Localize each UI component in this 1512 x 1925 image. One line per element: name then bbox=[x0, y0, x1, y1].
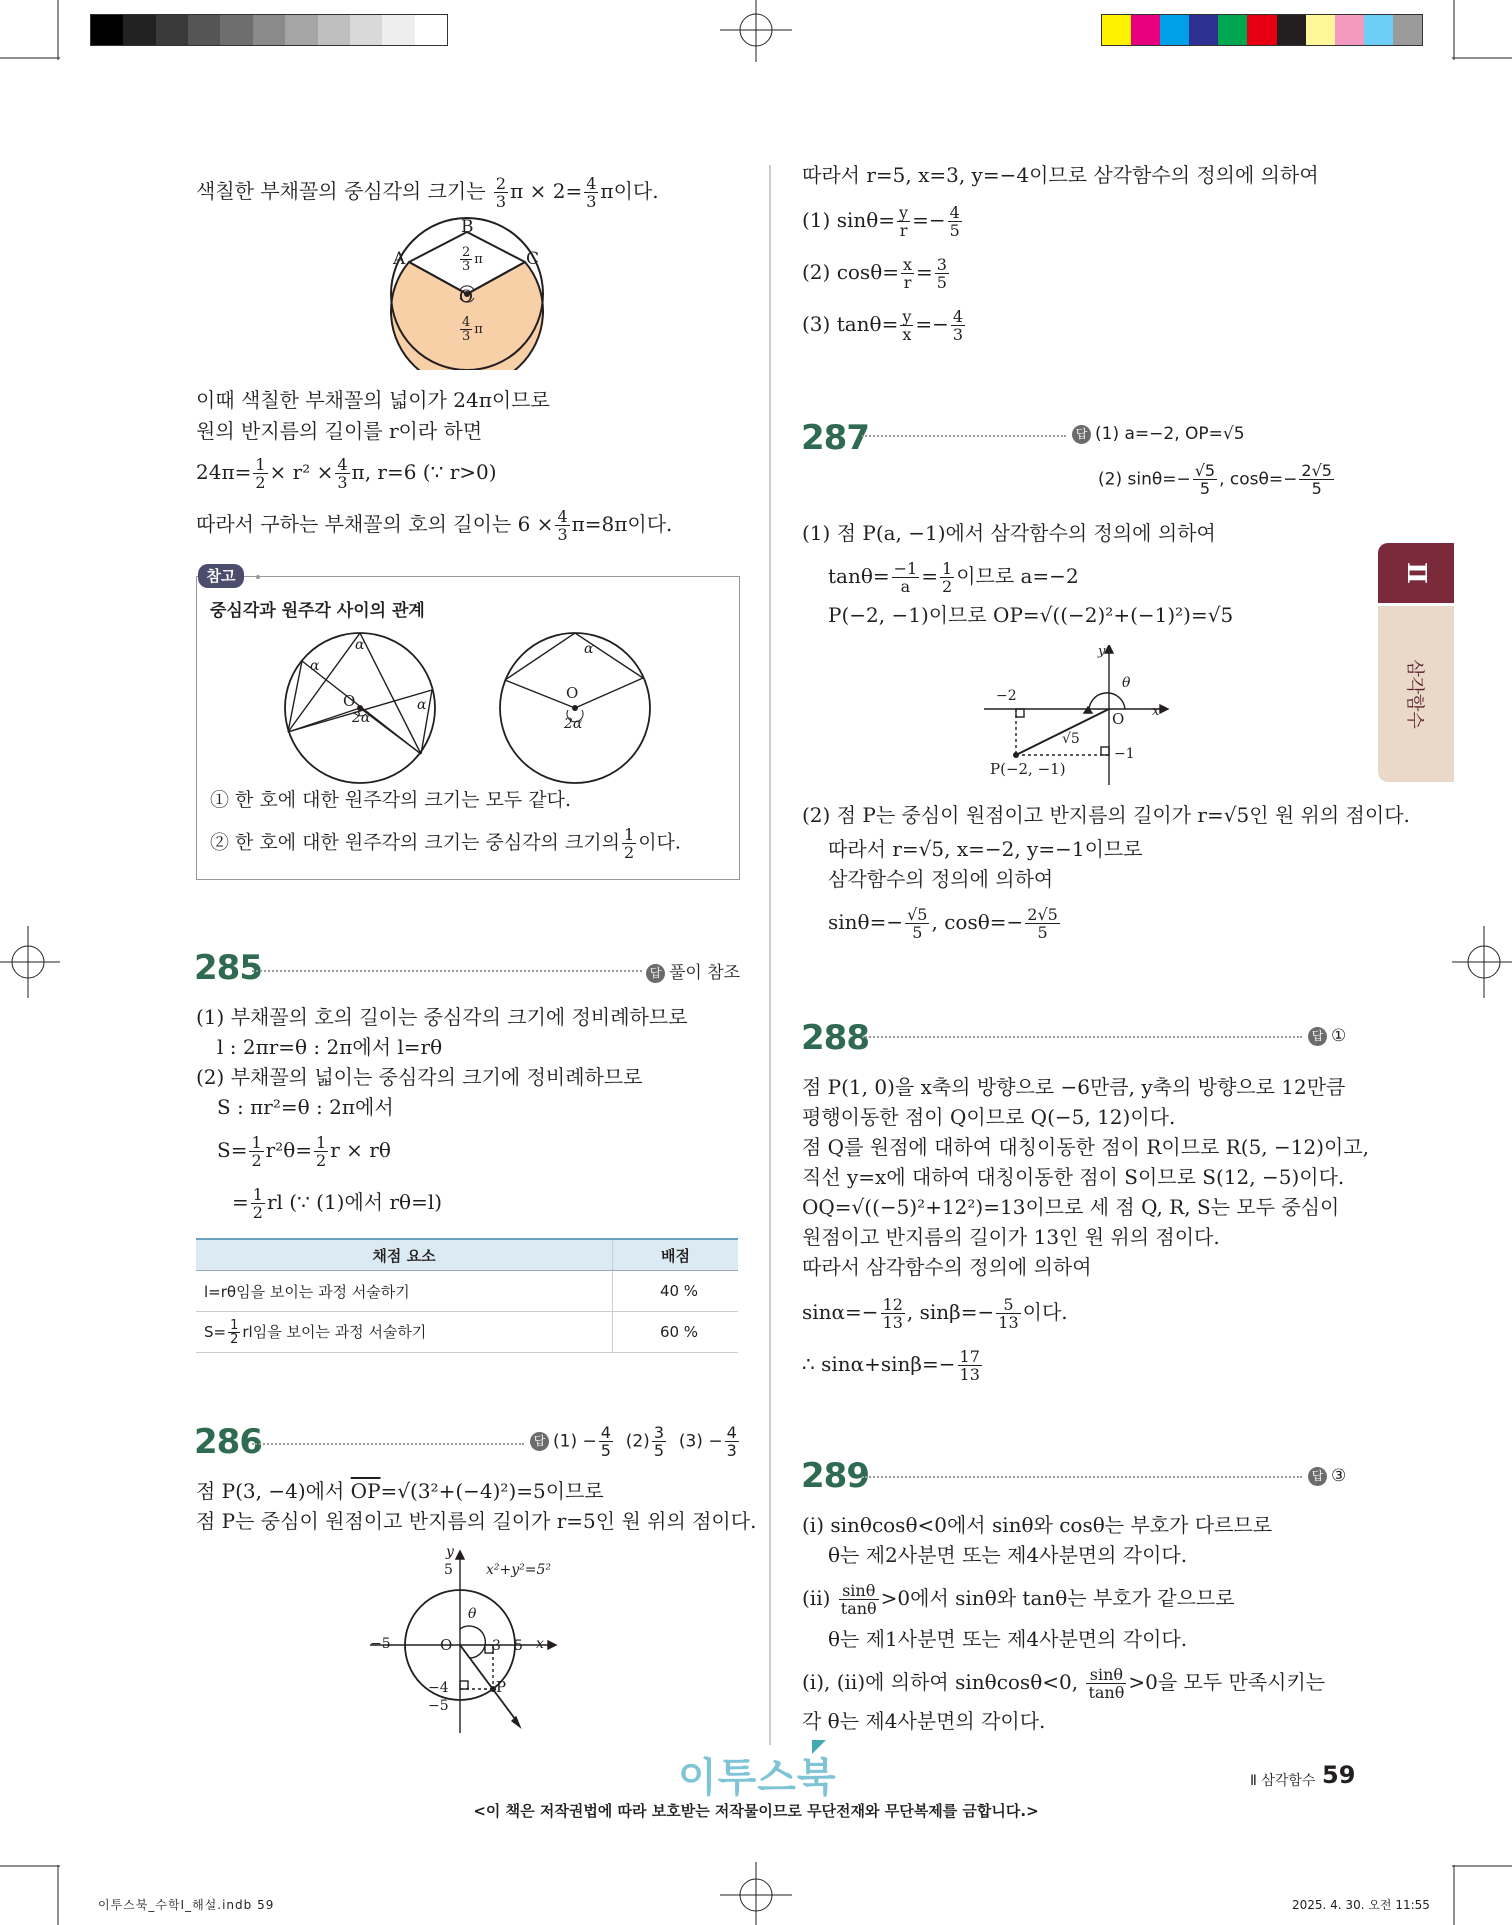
tick-label: 5 bbox=[444, 1562, 453, 1578]
alpha-label: α bbox=[584, 641, 594, 657]
point-p-label: P bbox=[496, 1678, 507, 1696]
equation: (2) cosθ= $\frac{x}{r}$ = $\frac{3}{5}$ bbox=[802, 255, 947, 292]
table-header: 배점 bbox=[613, 1239, 739, 1271]
dotted-leader bbox=[862, 1036, 1302, 1038]
equation: (ii) $\frac{\sin\theta}{\tan\theta}$ >0에서 sinθ와 tanθ는 부호가 같으므로 bbox=[802, 1581, 1235, 1618]
axis-x-label: x bbox=[1152, 704, 1160, 719]
file-name: 이투스북_수학Ⅰ_해설.indb 59 bbox=[98, 1898, 275, 1912]
text-line: 점 P는 중심이 원점이고 반지름의 길이가 r=5인 원 위의 점이다. bbox=[196, 1509, 757, 1533]
table-row: S= $\frac{1}{2}$ rl임을 보이는 과정 서술하기 60 % bbox=[196, 1312, 738, 1353]
text-line: 점 P(3, −4)에서 $\overline{OP}=√(3^2+(-4)^2)=5$이므로 bbox=[196, 1479, 604, 1503]
angle-label-bottom: $\frac{4}{3}$ π bbox=[462, 315, 483, 344]
point-p-label: P(−2, −1) bbox=[990, 760, 1066, 778]
scoring-table bbox=[196, 1238, 738, 1353]
tick-label: −1 bbox=[1114, 746, 1135, 762]
text-line: 원점이고 반지름의 길이가 13인 원 위의 점이다. bbox=[802, 1225, 1220, 1249]
alpha-label: α bbox=[417, 697, 427, 713]
chapter-label: 삼각함수 bbox=[1404, 659, 1425, 729]
reference-line-1: ① 한 호에 대한 원주각의 크기는 모두 같다. bbox=[210, 789, 571, 811]
text-line: θ는 제1사분면 또는 제4사분면의 각이다. bbox=[828, 1627, 1188, 1651]
text-line: 직선 y=x에 대하여 대칭이동한 점이 S이므로 S(12, −5)이다. bbox=[802, 1165, 1345, 1189]
text-line: (1) 점 P(a, −1)에서 삼각함수의 정의에 의하여 bbox=[802, 521, 1216, 545]
problem-number-286: 286 bbox=[194, 1422, 262, 1462]
center-o: O bbox=[566, 684, 579, 702]
origin-label: O bbox=[440, 1636, 453, 1654]
answer-288: 답 ① bbox=[1308, 1026, 1346, 1046]
equation: (1) sinθ= $\frac{y}{r}$ =− $\frac{4}{5}$ bbox=[802, 203, 960, 240]
segment-label: √5 bbox=[1062, 731, 1080, 747]
text-line: 평행이동한 점이 Q이므로 Q(−5, 12)이다. bbox=[802, 1105, 1176, 1129]
center-angle-label: 2α bbox=[564, 716, 583, 732]
reference-line-2: ② 한 호에 대한 원주각의 크기는 중심각의 크기의 $\frac{1}{2}$ 이다. bbox=[210, 825, 681, 862]
print-date: 2025. 4. 30. 오전 11:55 bbox=[1292, 1898, 1430, 1912]
point-b: B bbox=[461, 217, 474, 237]
theta-label: θ bbox=[468, 1606, 477, 1622]
text-line: 각 θ는 제4사분면의 각이다. bbox=[802, 1709, 1046, 1733]
text-line: OQ=√((−5)²+12²)=13이므로 세 점 Q, R, S는 모두 중심이 bbox=[802, 1195, 1340, 1219]
text-line: 따라서 r=5, x=3, y=−4이므로 삼각함수의 정의에 의하여 bbox=[802, 163, 1319, 187]
page-number: 59 bbox=[1322, 1761, 1356, 1789]
origin-label: O bbox=[1112, 710, 1125, 728]
text-line: P(−2, −1)이므로 OP=√((−2)²+(−1)²)=√5 bbox=[828, 603, 1234, 627]
axis-y-label: y bbox=[1098, 644, 1106, 659]
circle-equation: x²+y²=5² bbox=[486, 1562, 552, 1578]
tick-label: 3 bbox=[492, 1638, 501, 1654]
chapter-tab-label-box bbox=[1378, 606, 1454, 782]
answer-286: 답 (1) − $\frac{4}{5}$ (2) $\frac{3}{5}$ (3) − $\frac{4}{3}$ bbox=[530, 1424, 741, 1459]
tag-dot bbox=[256, 575, 260, 579]
text-line: 점 P(1, 0)을 x축의 방향으로 −6만큼, y축의 방향으로 12만큼 bbox=[802, 1075, 1346, 1099]
text-line: θ는 제2사분면 또는 제4사분면의 각이다. bbox=[828, 1543, 1188, 1567]
answer-289: 답 ③ bbox=[1308, 1466, 1346, 1486]
problem-number-288: 288 bbox=[801, 1018, 869, 1058]
alpha-label: α bbox=[355, 637, 365, 653]
angle-label-top: $\frac{2}{3}$ π bbox=[462, 245, 483, 274]
equation: sinα=− $\frac{12}{13}$ , sinβ=− $\frac{5}{13}$ 이다. bbox=[802, 1295, 1068, 1332]
axis-y-label: y bbox=[446, 1544, 454, 1560]
text-line: 점 Q를 원점에 대하여 대칭이동한 점이 R이므로 R(5, −12)이고, bbox=[802, 1135, 1370, 1159]
tick-label: −5 bbox=[428, 1698, 449, 1714]
text-line: (i) sinθcosθ<0에서 sinθ와 cosθ는 부호가 다르므로 bbox=[802, 1513, 1273, 1537]
reference-title: 중심각과 원주각 사이의 관계 bbox=[210, 601, 425, 621]
text-line: 따라서 삼각함수의 정의에 의하여 bbox=[802, 1255, 1092, 1279]
page-chapter-label: Ⅱ 삼각함수 bbox=[1250, 1773, 1316, 1789]
center-angle-label: 2α bbox=[352, 710, 371, 726]
dotted-leader bbox=[862, 435, 1066, 437]
point-c: C bbox=[526, 249, 540, 269]
copyright-notice: <이 책은 저작권법에 따라 보호받는 저작물이므로 무단전재와 무단복제를 금합니다.> bbox=[473, 1802, 1039, 1820]
text-line: (2) 점 P는 중심이 원점이고 반지름의 길이가 r=√5인 원 위의 점이다. bbox=[802, 803, 1410, 827]
text-line: (2) 부채꼴의 넓이는 중심각의 크기에 정비례하므로 bbox=[196, 1065, 643, 1089]
equation: (i), (ii)에 의하여 sinθcosθ<0, $\frac{\sin\theta}{\tan\theta}$ >0을 모두 만족시키는 bbox=[802, 1665, 1326, 1702]
dotted-leader bbox=[252, 1443, 524, 1445]
text-line: 원의 반지름의 길이를 r이라 하면 bbox=[196, 419, 483, 443]
tick-label: −4 bbox=[428, 1680, 449, 1696]
text-line: 따라서 r=√5, x=−2, y=−1이므로 bbox=[828, 837, 1143, 861]
center-o: O bbox=[343, 692, 356, 710]
theta-label: θ bbox=[1122, 675, 1131, 691]
equation: (3) tanθ= $\frac{y}{x}$ =− $\frac{4}{3}$ bbox=[802, 307, 964, 344]
table-row: l=rθ임을 보이는 과정 서술하기 40 % bbox=[196, 1271, 738, 1312]
answer-285: 답 풀이 참조 bbox=[646, 958, 740, 983]
answer-287-2: (2) sinθ=− $\frac{√5}{5}$ , cosθ=− $\frac{2√5}{5}$ bbox=[1098, 461, 1332, 498]
publisher-logo: 이투스북 bbox=[678, 1755, 837, 1801]
logo-flag-icon bbox=[812, 1740, 826, 1754]
equation: 24π= $\frac{1}{2}$ × r² × $\frac{4}{3}$ π, r=6 (∵ r>0) bbox=[196, 455, 497, 492]
text-line: S : πr²=θ : 2π에서 bbox=[217, 1095, 394, 1119]
alpha-label: α bbox=[310, 658, 320, 674]
text-line: 삼각함수의 정의에 의하여 bbox=[828, 867, 1054, 891]
text-line: 따라서 구하는 부채꼴의 호의 길이는 6 × $\frac{4}{3}$ π=8π이다. bbox=[196, 507, 673, 544]
text-line: (1) 부채꼴의 호의 길이는 중심각의 크기에 정비례하므로 bbox=[196, 1005, 688, 1029]
answer-287-1: 답 (1) a=−2, OP=√5 bbox=[1072, 424, 1245, 444]
equation: tanθ= $\frac{-1}{a}$ = $\frac{1}{2}$ 이므로 a=−2 bbox=[828, 559, 1079, 596]
intro-line: 색칠한 부채꼴의 중심각의 크기는 $\frac{2}{3}$ π × 2= $\frac{4}{3}$ π이다. bbox=[196, 174, 659, 211]
chapter-tab bbox=[1378, 543, 1454, 603]
point-o: O bbox=[459, 287, 473, 307]
dotted-leader bbox=[862, 1476, 1302, 1478]
chapter-roman: Ⅱ bbox=[1400, 562, 1431, 584]
tick-label: 5 bbox=[514, 1638, 523, 1654]
equation: ∴ sinα+sinβ=− $\frac{17}{13}$ bbox=[802, 1347, 980, 1384]
point-a: A bbox=[393, 249, 406, 269]
dotted-leader bbox=[252, 970, 642, 972]
equation: S= $\frac{1}{2}$ r²θ= $\frac{1}{2}$ r × rθ bbox=[217, 1133, 391, 1170]
problem-number-289: 289 bbox=[801, 1456, 869, 1496]
reference-tag: 참고 bbox=[198, 564, 244, 588]
text-line: l : 2πr=θ : 2π에서 l=rθ bbox=[217, 1035, 443, 1059]
problem-number-285: 285 bbox=[194, 948, 262, 988]
equation: sinθ=− $\frac{√5}{5}$ , cosθ=− $\frac{2√5}{5}$ bbox=[828, 905, 1058, 942]
tick-label: −2 bbox=[996, 688, 1017, 704]
tick-label: −5 bbox=[370, 1636, 391, 1652]
axis-x-label: x bbox=[536, 1636, 544, 1652]
equation: = $\frac{1}{2}$ rl (∵ (1)에서 rθ=l) bbox=[232, 1185, 443, 1222]
problem-number-287: 287 bbox=[801, 418, 869, 458]
inscribed-angle-figure-2 bbox=[495, 628, 655, 788]
text-line: 이때 색칠한 부채꼴의 넓이가 24π이므로 bbox=[196, 388, 550, 412]
table-header: 채점 요소 bbox=[196, 1239, 613, 1271]
